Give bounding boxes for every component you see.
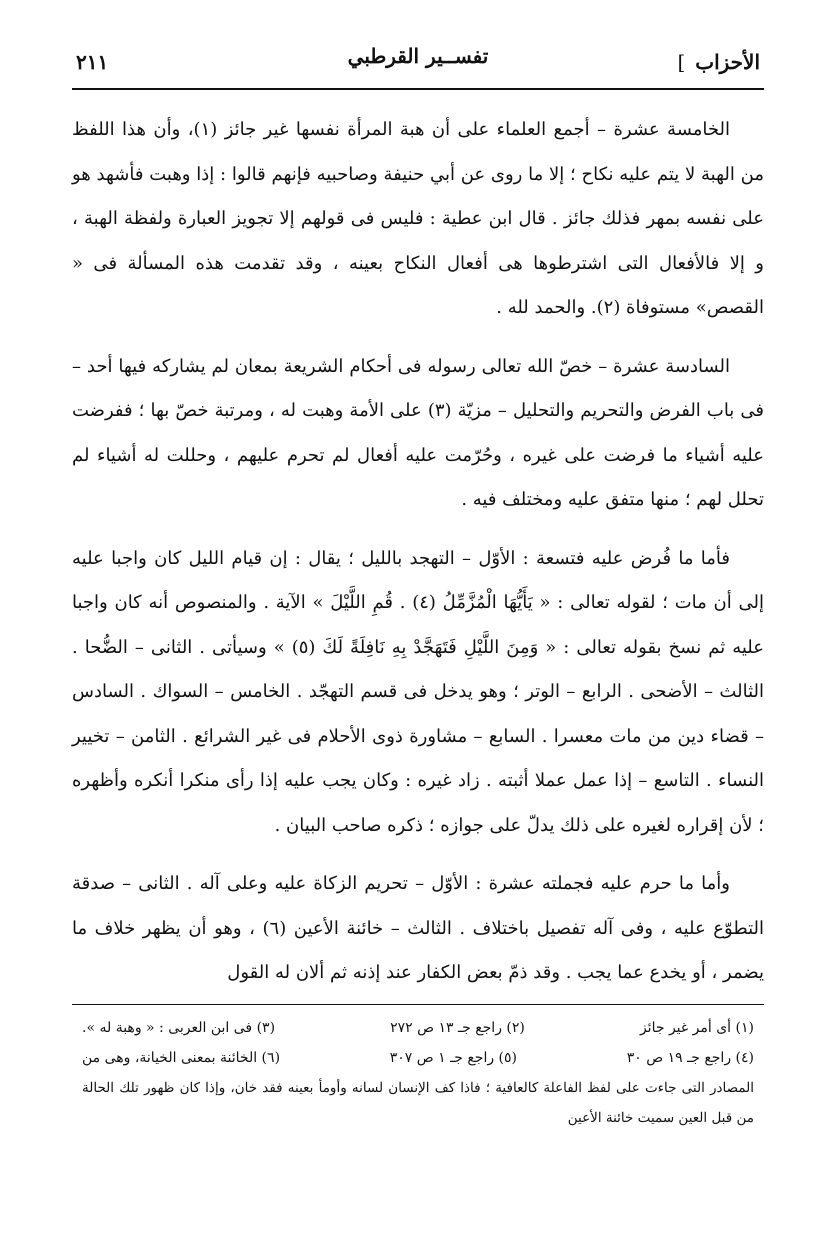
main-text [72, 108, 764, 996]
running-head-surah [677, 50, 760, 74]
footnotes [72, 1004, 764, 1133]
paragraph-sixteenth: السادسة عشرة – خصّ الله تعالى رسوله فى أحكام الشريعة بمعان لم يشاركه فيها أحد – فى باب الفرض والتحريم والتحليل – مزيّة (٣) على الأمة وهبت له ، ومرتبة خصّ بها ؛ ففرضت عليه أشياء ما فرضت على غيره ، وحُرّمت عليه أفعال لم تحرم عليهم ، وحللت له أشياء لم تحلل لهم ؛ منها متفق عليه ومختلف فيه . [72, 355, 764, 510]
paragraph-prohibitions: وأما ما حرم عليه فجملته عشرة : الأوّل – تحريم الزكاة عليه وعلى آله . الثانى – صدقة التطوّع عليه ، وفى آله تفصيل باختلاف . الثالث – خائنة الأعين (٦) ، وهو أن يظهر خلاف ما يضمر ، أو يخدع عما يجب . وقد ذمّ بعض الكفار عند إذنه ثم ألان له القول [72, 873, 764, 983]
footnote-3: (٣) فى ابن العربى : « وهبة له ». [82, 1019, 276, 1036]
page-number: ٢١١ [76, 50, 109, 74]
footnote-5: (٥) راجع جـ ١ ص ٣٠٧ [389, 1049, 518, 1066]
paragraph-fifteenth: الخامسة عشرة – أجمع العلماء على أن هبة المرأة نفسها غير جائز (١)، وأن هذا اللفظ من الهبة لا يتم عليه نكاح ؛ إلا ما روى عن أبي حنيفة وصاحبيه فإنهم قالوا : إذا وهبت فأشهد هو على نفسه بمهر فذلك جائز . قال ابن عطية : فليس فى قولهم إلا تجويز العبارة ولفظة الهبة ، و إلا فالأفعال التى اشترطوها هى أفعال النكاح بعينه ، وقد تقدمت هذه المسألة فى « القصص» مستوفاة (٢). والحمد لله . [72, 119, 764, 318]
footnote-6-continuation: المصادر التى جاءت على لفظ الفاعلة كالعافية ؛ فاذا كف الإنسان لسانه وأومأ بعينه فقد خان، وإذا كان ظهور تلك الحالة من قبل العين سميت خائنة الأعين [82, 1079, 754, 1126]
footnote-1: (١) أى أمر غير جائز [639, 1019, 754, 1036]
running-head-title: تفســير القرطبي [347, 44, 489, 68]
footnote-4: (٤) راجع جـ ١٩ ص ٣٠ [626, 1049, 754, 1066]
page-header [72, 42, 764, 90]
surah-name: الأحزاب [695, 50, 760, 74]
paragraph-obligations: فأما ما فُرض عليه فتسعة : الأوّل – التهجد بالليل ؛ يقال : إن قيام الليل كان واجبا عليه إلى أن مات ؛ لقوله تعالى : « يَأَيُّهَا الْمُزَّمِّلُ (٤) . قُمِ اللَّيْلَ » الآية . والمنصوص أنه كان واجبا عليه ثم نسخ بقوله تعالى : « وَمِنَ اللَّيْلِ فَتَهَجَّدْ بِهِ نَافِلَةً لَكَ (٥) » وسيأتى . الثانى – الضُّحا . الثالث – الأضحى . الرابع – الوتر ؛ وهو يدخل فى قسم التهجّد . الخامس – السواك . السادس – قضاء دين من مات معسرا . السابع – مشاورة ذوى الأحلام فى غير الشرائع . الثامن – تخيير النساء . التاسع – إذا عمل عملا أثبته . زاد غيره : وكان يجب عليه إذا رأى منكرا أنكره وأظهره ؛ لأن إقراره لغيره على ذلك يدلّ على جوازه ؛ ذكره صاحب البيان . [72, 547, 764, 836]
footnote-2: (٢) راجع جـ ١٣ ص ٢٧٢ [390, 1019, 525, 1036]
footnote-6: (٦) الخائنة بمعنى الخيانة، وهى من [82, 1049, 281, 1066]
header-bracket: ] [677, 50, 686, 74]
footnote-row [72, 1013, 764, 1043]
footnote-row [72, 1043, 764, 1073]
